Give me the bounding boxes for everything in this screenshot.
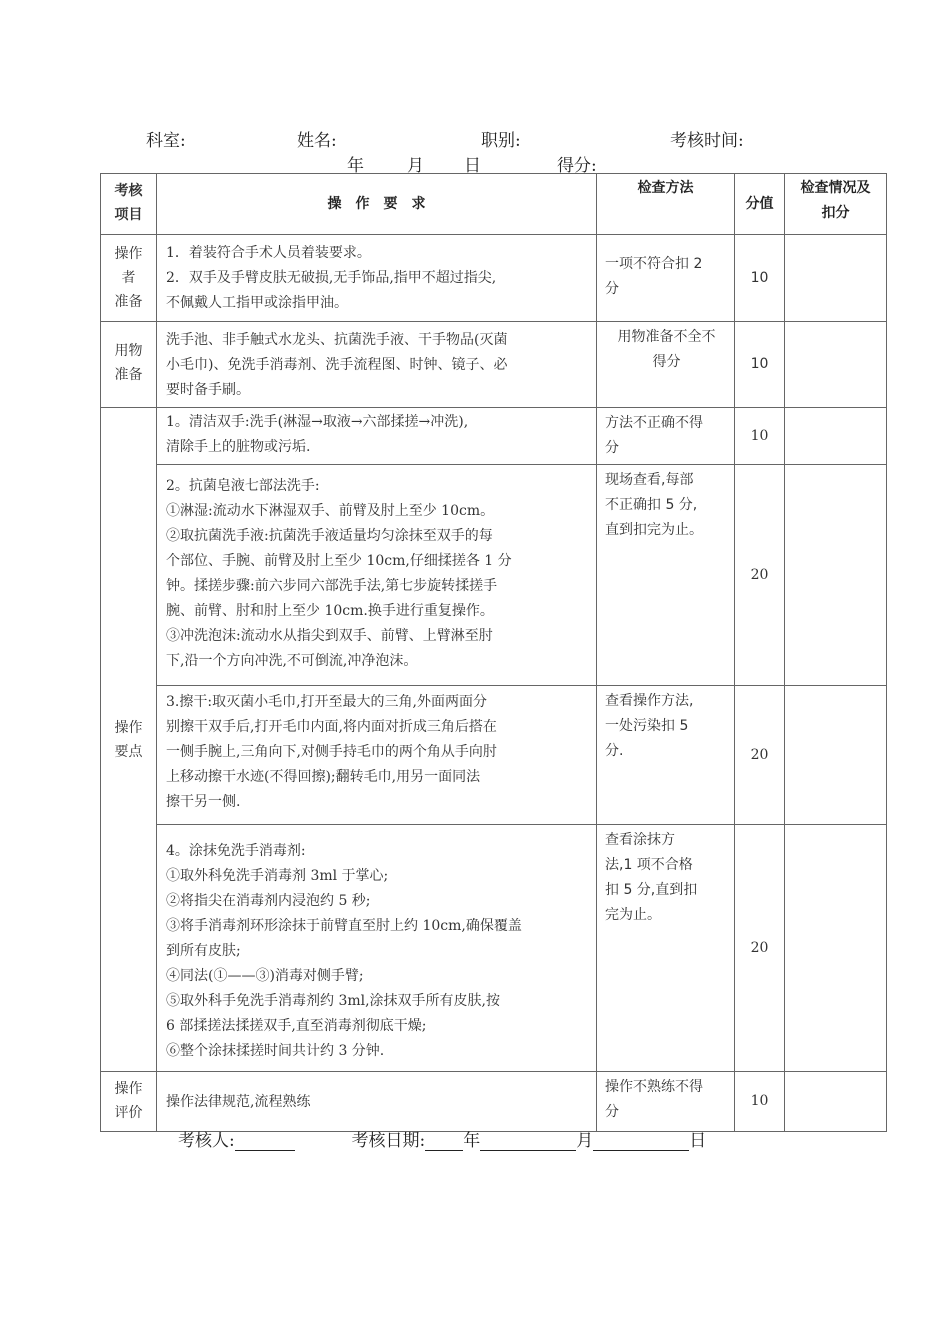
row-item	[101, 408, 157, 1072]
method-line: 一项不符合扣 2	[605, 256, 703, 272]
requirement-line: 3.擦干:取灭菌小毛巾,打开至最大的三角,外面两面分	[166, 694, 487, 710]
row-points	[735, 235, 785, 322]
name-label: 姓名:	[297, 131, 337, 151]
row-method	[597, 408, 735, 465]
examiner-label: 考核人:	[178, 1131, 235, 1151]
requirement-line: 上移动擦干水迹(不得回擦);翻转毛巾,用另一面同法	[166, 769, 481, 785]
requirement-line: 1。清洁双手:洗手(淋湿→取液→六部揉搓→冲洗),	[166, 414, 469, 430]
requirement-line: 6 部揉搓法揉搓双手,直至消毒剂彻底干燥;	[166, 1018, 427, 1034]
header-result-line: 扣分	[821, 205, 850, 221]
table-row	[101, 408, 887, 465]
requirement-line: 不佩戴人工指甲或涂指甲油。	[166, 295, 348, 311]
row-item-line: 者	[121, 270, 136, 286]
row-points	[735, 825, 785, 1072]
row-requirements	[157, 408, 597, 465]
row-requirements	[157, 465, 597, 686]
points-value: 20	[750, 939, 769, 956]
method-line: 分	[605, 440, 619, 456]
header-month: 月	[407, 156, 424, 176]
requirement-line: 4。涂抹免洗手消毒剂:	[166, 843, 306, 859]
footer-month: 月	[576, 1131, 594, 1151]
table-row	[101, 235, 887, 322]
header-result	[785, 174, 887, 235]
header-method-label: 检查方法	[637, 180, 694, 196]
header-requirements	[157, 174, 597, 235]
points-value: 10	[750, 1093, 769, 1109]
requirement-line: ⑤取外科手免洗手消毒剂约 3ml,涂抹双手所有皮肤,按	[166, 993, 501, 1009]
row-item-line: 用物	[114, 343, 143, 359]
header-method	[597, 174, 735, 235]
header-requirements-label: 操 作 要 求	[327, 195, 426, 212]
requirement-line: 1．着装符合手术人员着装要求。	[166, 245, 371, 261]
method-line: 得分	[652, 354, 681, 370]
requirement-line: 清除手上的脏物或污垢.	[166, 439, 311, 455]
requirement-line: ⑥整个涂抹揉搓时间共计约 3 分钟.	[166, 1043, 385, 1059]
method-line: 用物准备不全不	[617, 329, 716, 345]
header-item-line: 项目	[114, 207, 143, 223]
row-method	[597, 465, 735, 686]
year-blank[interactable]	[425, 1133, 463, 1151]
header-result-line: 检查情况及	[800, 180, 871, 196]
header-item-line: 考核	[114, 183, 143, 199]
row-method	[597, 235, 735, 322]
row-points	[735, 322, 785, 408]
row-item-line: 要点	[114, 743, 143, 760]
requirement-line: 下,沿一个方向冲洗,不可倒流,冲净泡沫。	[166, 653, 418, 669]
method-line: 操作不熟练不得	[605, 1079, 703, 1095]
requirement-line: ①淋湿:流动水下淋湿双手、前臂及肘上至少 10cm。	[166, 503, 495, 519]
row-requirements	[157, 825, 597, 1072]
method-line: 分	[605, 281, 619, 297]
row-item-line: 操作	[114, 1081, 143, 1097]
method-line: 不正确扣 5 分,	[605, 497, 698, 513]
requirement-line: 钟。揉搓步骤:前六步同六部洗手法,第七步旋转揉搓手	[166, 578, 498, 594]
row-requirements	[157, 1072, 597, 1132]
header-day: 日	[464, 156, 481, 176]
table-row	[101, 825, 887, 1072]
requirement-line: 腕、前臂、肘和肘上至少 10cm.换手进行重复操作。	[166, 603, 494, 619]
requirement-line: 洗手池、非手触式水龙头、抗菌洗手液、干手物品(灭菌	[166, 332, 508, 348]
table-row	[101, 465, 887, 686]
row-points	[735, 465, 785, 686]
header-points	[735, 174, 785, 235]
requirement-line: ①取外科免洗手消毒剂 3ml 于掌心;	[166, 868, 389, 884]
method-line: 直到扣完为止。	[605, 522, 703, 538]
requirement-line: ④同法(①——③)消毒对侧手臂;	[166, 968, 364, 984]
points-value: 10	[750, 356, 769, 372]
requirement-line: 一侧手腕上,三角向下,对侧手持毛巾的两个角从手向肘	[166, 744, 497, 760]
row-points	[735, 686, 785, 825]
row-item-line: 评价	[114, 1105, 143, 1121]
row-item-line: 操作	[114, 246, 143, 262]
row-requirements	[157, 322, 597, 408]
row-item	[101, 1072, 157, 1132]
method-line: 方法不正确不得	[605, 415, 703, 431]
row-requirements	[157, 686, 597, 825]
month-blank[interactable]	[480, 1133, 576, 1151]
requirement-line: ③将手消毒剂环形涂抹于前臂直至肘上约 10cm,确保覆盖	[166, 918, 522, 934]
row-requirements	[157, 235, 597, 322]
requirement-line: 要时备手刷。	[166, 382, 250, 398]
header-year: 年	[347, 156, 364, 176]
footer-year: 年	[463, 1131, 481, 1151]
row-method	[597, 686, 735, 825]
table-row	[101, 1072, 887, 1132]
row-item-line: 准备	[114, 294, 143, 310]
row-result	[785, 686, 887, 825]
title-label: 职别:	[481, 131, 521, 151]
points-value: 20	[750, 566, 769, 583]
requirement-line: 2。抗菌皂液七部法洗手:	[166, 478, 320, 494]
row-item	[101, 235, 157, 322]
assessment-table	[100, 173, 887, 1132]
requirement-line: ③冲洗泡沫:流动水从指尖到双手、前臂、上臂淋至肘	[166, 628, 493, 644]
requirement-line: 小毛巾)、免洗手消毒剂、洗手流程图、时钟、镜子、必	[166, 357, 508, 373]
row-result	[785, 235, 887, 322]
requirement-line: 别擦干双手后,打开毛巾内面,将内面对折成三角后搭在	[166, 719, 497, 735]
points-value: 10	[750, 269, 769, 286]
row-points	[735, 1072, 785, 1132]
footer	[178, 1126, 706, 1151]
method-line: 法,1 项不合格	[605, 857, 693, 873]
row-result	[785, 408, 887, 465]
method-line: 一处污染扣 5	[605, 718, 689, 734]
method-line: 查看涂抹方	[605, 832, 675, 848]
footer-day: 日	[689, 1131, 707, 1151]
header-points-label: 分值	[745, 195, 774, 212]
row-item	[101, 322, 157, 408]
table-row	[101, 322, 887, 408]
row-points	[735, 408, 785, 465]
row-item-line: 准备	[114, 367, 143, 383]
row-item-line: 操作	[114, 719, 143, 736]
header-item	[101, 174, 157, 235]
method-line: 分.	[605, 743, 624, 759]
table-header-row	[101, 174, 887, 235]
exam-date-label: 考核日期:	[351, 1131, 426, 1151]
points-value: 10	[750, 427, 769, 444]
requirement-line: ②将指尖在消毒剂内浸泡约 5 秒;	[166, 893, 371, 909]
requirement-line: 到所有皮肤;	[166, 943, 241, 959]
method-line: 分	[605, 1104, 619, 1120]
method-line: 现场查看,每部	[605, 472, 694, 488]
row-result	[785, 322, 887, 408]
requirement-line: 个部位、手腕、前臂及肘上至少 10cm,仔细揉搓各 1 分	[166, 553, 512, 569]
requirement-line: 操作法律规范,流程熟练	[166, 1094, 311, 1110]
requirement-line: 2．双手及手臂皮肤无破损,无手饰品,指甲不超过指尖,	[166, 270, 497, 286]
exam-time-label: 考核时间:	[670, 131, 744, 151]
row-method	[597, 825, 735, 1072]
day-blank[interactable]	[593, 1133, 689, 1151]
dept-label: 科室:	[146, 131, 186, 151]
method-line: 查看操作方法,	[605, 693, 694, 709]
requirement-line: 擦干另一侧.	[166, 794, 241, 810]
row-result	[785, 825, 887, 1072]
row-method	[597, 1072, 735, 1132]
requirement-line: ②取抗菌洗手液:抗菌洗手液适量均匀涂抹至双手的每	[166, 528, 493, 544]
method-line: 扣 5 分,直到扣	[605, 882, 698, 898]
table-row	[101, 686, 887, 825]
points-value: 20	[750, 746, 769, 763]
method-line: 完为止。	[605, 907, 661, 923]
score-label: 得分:	[557, 156, 597, 176]
examiner-blank[interactable]	[235, 1133, 295, 1151]
row-method	[597, 322, 735, 408]
row-result	[785, 1072, 887, 1132]
row-result	[785, 465, 887, 686]
